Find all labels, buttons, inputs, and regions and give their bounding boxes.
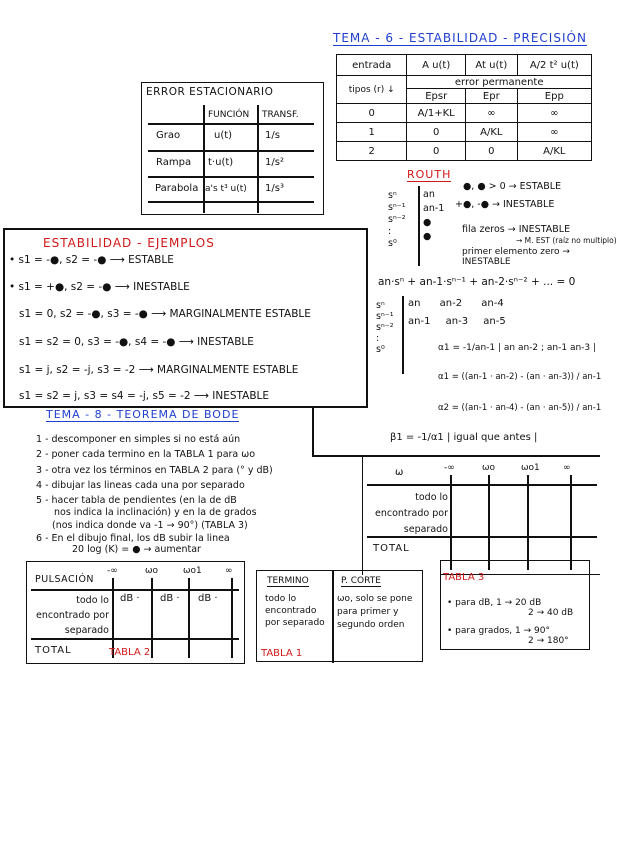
col-label: ∞ — [563, 463, 571, 473]
subheader-cell: Epp — [517, 89, 591, 104]
routh-rule: +●, -● → INESTABLE — [455, 199, 555, 210]
step: 5 - hacer tabla de pendientes (en la de dB — [36, 495, 237, 507]
cell: an-3 — [445, 316, 469, 327]
total-label: TOTAL — [373, 543, 410, 554]
row-label: todo lo encontrado por separado — [36, 595, 109, 636]
a-term: ● — [423, 231, 432, 242]
cell: todo lo encontrado por separado — [265, 594, 325, 628]
cell: an-5 — [483, 316, 506, 327]
header-cell: entrada — [337, 55, 407, 76]
cell: a's t³ u(t) — [205, 184, 247, 194]
ejemplos-box — [3, 228, 368, 408]
col-label: ωo1 — [183, 566, 202, 576]
header-cell: At u(t) — [466, 55, 518, 76]
cell: t·u(t) — [208, 157, 234, 168]
s-term: sⁿ⁻² — [388, 214, 406, 225]
s-term: : — [388, 226, 392, 237]
step: nos indica la inclinación) y en la de grados — [54, 507, 257, 519]
cell: A/KL — [517, 142, 591, 161]
step: 6 - En el dibujo final, los dB subir la linea — [36, 533, 230, 545]
s-term: s⁰ — [376, 344, 385, 355]
a-term: an — [423, 189, 435, 200]
routh-s-column — [388, 190, 406, 250]
s-term: s⁰ — [388, 238, 397, 249]
s-term: sⁿ — [376, 300, 385, 311]
cell: dB · — [160, 593, 180, 604]
cell: dB · — [120, 593, 140, 604]
alpha2-formula: α2 = ((an-1 · an-4) - (an · an-5)) / an-1 — [438, 403, 602, 413]
cell: an-2 — [439, 298, 463, 309]
cell: 0 — [407, 123, 466, 142]
cell: ∞ — [517, 123, 591, 142]
cell: A/1+KL — [407, 104, 466, 123]
cell: 1/s³ — [265, 183, 284, 194]
alpha1-determinant: α1 = -1/an-1 | an an-2 ; an-1 an-3 | — [438, 343, 597, 353]
step: 3 - otra vez los términos en TABLA 2 para (° y dB) — [36, 464, 273, 476]
cell: an-4 — [481, 298, 504, 309]
routh-row — [408, 316, 506, 327]
routh-rule: → M. EST (raíz no multiplo) — [516, 236, 617, 245]
row-label: todo lo encontrado por separado — [375, 492, 448, 535]
routh-rule: primer elemento zero → INESTABLE — [462, 247, 570, 267]
col-header: TRANSF. — [262, 110, 299, 120]
tabla2-header: PULSACIÓN — [35, 574, 95, 585]
cell: an — [408, 298, 421, 309]
cell: 2 — [337, 142, 407, 161]
col-label: -∞ — [444, 463, 455, 473]
total-label: TOTAL — [35, 645, 72, 656]
col-label: ∞ — [225, 566, 233, 576]
row-label: Rampa — [156, 157, 192, 168]
s-term: sⁿ⁻¹ — [388, 202, 406, 213]
routh-equation: an·sⁿ + an-1·sⁿ⁻¹ + an-2·sⁿ⁻² + ... = 0 — [378, 276, 576, 288]
a-term: ● — [423, 217, 432, 228]
tabla2-box — [26, 561, 245, 664]
precision-table — [336, 54, 592, 161]
cell: 0 — [407, 142, 466, 161]
note: 2 → 180° — [528, 636, 569, 646]
ejemplos-title: ESTABILIDAD - EJEMPLOS — [43, 236, 215, 250]
cell: 0 — [466, 142, 518, 161]
cell: ∞ — [517, 104, 591, 123]
cell: 1/s — [265, 130, 280, 141]
tema6-title: TEMA - 6 - ESTABILIDAD - PRECISIÓN — [333, 31, 587, 45]
table-row — [337, 142, 592, 161]
subheader-cell: Epsr — [407, 89, 466, 104]
step: (nos indica donde va -1 → 90°) (TABLA 3) — [52, 519, 248, 531]
note: 2 → 40 dB — [528, 608, 574, 618]
step: 2 - poner cada termino en la TABLA 1 para ωo — [36, 449, 256, 461]
cell: 1/s² — [265, 157, 284, 168]
s-term: sⁿ⁻² — [376, 322, 394, 333]
cell: 0 — [337, 104, 407, 123]
s-term: sⁿ — [388, 190, 397, 201]
error-label: error permanente — [407, 76, 592, 89]
step: 4 - dibujar las lineas cada una por separado — [36, 479, 245, 491]
example-line: s1 = s2 = 0, s3 = -●, s4 = -● ⟶ INESTABLE — [19, 336, 254, 348]
example-line: s1 = s2 = j, s3 = s4 = -j, s5 = -2 ⟶ INESTABLE — [19, 390, 270, 402]
s-term: sⁿ⁻¹ — [376, 311, 394, 322]
note: • para dB, 1 → 20 dB — [447, 598, 542, 608]
routh-title: ROUTH — [407, 168, 452, 181]
cell: ∞ — [466, 104, 518, 123]
beta1-formula: β1 = -1/α1 | igual que antes | — [390, 432, 538, 443]
tabla2-label: TABLA 2 — [109, 647, 151, 658]
col-label: ωo — [482, 463, 496, 473]
header-cell: A/2 t² u(t) — [517, 55, 591, 76]
routh-s-column-2 — [376, 300, 394, 355]
cell: ωo, solo se pone para primer y segundo orden — [337, 594, 413, 630]
step: 20 log (K) = ● → aumentar — [72, 544, 201, 556]
alpha1-formula: α1 = ((an-1 · an-2) - (an · an-3)) / an-1 — [438, 372, 602, 382]
tabla1-box — [256, 570, 423, 662]
example-line: • s1 = -●, s2 = -● ⟶ ESTABLE — [9, 254, 174, 266]
cell: 1 — [337, 123, 407, 142]
cell: dB · — [198, 593, 218, 604]
tabla1-label: TABLA 1 — [261, 648, 303, 659]
error-estacionario-title: ERROR ESTACIONARIO — [146, 86, 274, 98]
routh-row — [408, 298, 504, 309]
row-label: Parabola — [155, 183, 199, 194]
types-label: tipos (r) ↓ — [337, 76, 407, 104]
header-cell: A u(t) — [407, 55, 466, 76]
tabla3-header: ω — [395, 467, 404, 478]
col-header: TERMINO — [267, 576, 309, 586]
subheader-cell: Epr — [466, 89, 518, 104]
example-line: s1 = 0, s2 = -●, s3 = -● ⟶ MARGINALMENTE ESTABLE — [19, 308, 311, 320]
col-header: FUNCIÓN — [208, 110, 250, 120]
col-label: -∞ — [107, 566, 118, 576]
row-label: Grao — [156, 130, 181, 141]
routh-a-column — [423, 188, 444, 244]
s-term: : — [376, 333, 380, 344]
cell: A/KL — [466, 123, 518, 142]
col-label: ωo — [145, 566, 159, 576]
routh-rule: fila zeros → INESTABLE — [462, 224, 571, 235]
routh-rule: ●, ● > 0 → ESTABLE — [463, 181, 562, 192]
col-label: ωo1 — [521, 463, 540, 473]
example-line: s1 = j, s2 = -j, s3 = -2 ⟶ MARGINALMENTE ESTABLE — [19, 364, 299, 376]
tema8-title: TEMA - 8 - TEOREMA DE BODE — [46, 408, 240, 421]
table-row — [337, 104, 592, 123]
example-line: • s1 = +●, s2 = -● ⟶ INESTABLE — [9, 281, 190, 293]
note: • para grados, 1 → 90° — [447, 626, 550, 636]
bode-steps — [36, 432, 273, 558]
step: 1 - descomponer en simples si no está aún — [36, 434, 241, 445]
a-term: an-1 — [423, 203, 445, 214]
error-estacionario-box — [141, 82, 324, 215]
cell: an-1 — [408, 316, 431, 327]
cell: u(t) — [214, 130, 233, 141]
tabla3-label: TABLA 3 — [443, 572, 485, 583]
table-row — [337, 123, 592, 142]
col-header: P. CORTE — [341, 576, 381, 586]
